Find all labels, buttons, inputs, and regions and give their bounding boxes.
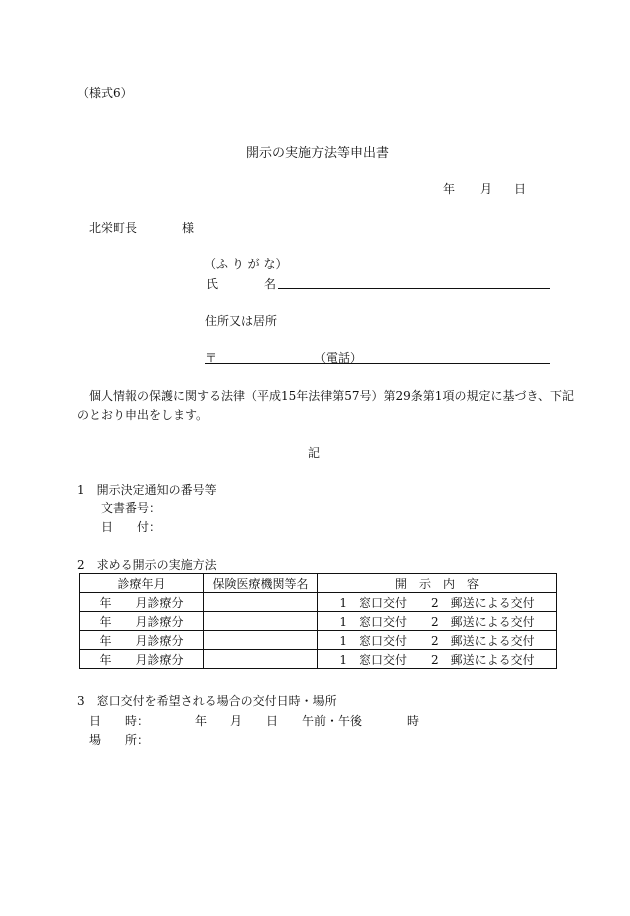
delivery-year-label: 年 <box>195 714 208 728</box>
content-cell[interactable]: 1 窓口交付 2 郵送による交付 <box>318 593 557 612</box>
method-table-header <box>80 574 557 593</box>
ki-label: 記 <box>308 446 321 460</box>
notice-date-label: 日 付： <box>101 520 162 534</box>
furigana-label: （ふ り が な） <box>204 257 288 271</box>
document-title: 開示の実施方法等申出書 <box>246 146 390 161</box>
name-label-second: 名 <box>264 277 277 291</box>
table-row <box>80 612 557 631</box>
body-text-line-1: 個人情報の保護に関する法律（平成15年法律第57号）第29条第1項の規定に基づき、下記 <box>89 389 574 403</box>
period-cell[interactable]: 年 月診療分 <box>80 631 204 650</box>
content-cell[interactable]: 1 窓口交付 2 郵送による交付 <box>318 612 557 631</box>
institution-cell[interactable] <box>204 650 318 669</box>
section3-heading: 3 窓口交付を希望される場合の交付日時・場所 <box>77 694 337 708</box>
table-row <box>80 631 557 650</box>
addressee-honorific: 様 <box>182 221 195 235</box>
delivery-place-label: 場 所： <box>89 733 150 747</box>
body-text-line-2: のとおり申出をします。 <box>77 408 209 422</box>
period-cell[interactable]: 年 月診療分 <box>80 593 204 612</box>
address-label: 住所又は居所 <box>205 314 278 328</box>
content-cell[interactable]: 1 窓口交付 2 郵送による交付 <box>318 650 557 669</box>
name-label-first: 氏 <box>206 277 219 291</box>
postal-mark: 〒 <box>205 351 218 365</box>
column-header-period: 診療年月 <box>80 574 204 593</box>
date-month-label: 月 <box>480 182 493 196</box>
delivery-hour-label: 時 <box>407 714 420 728</box>
table-row <box>80 650 557 669</box>
delivery-ampm-label: 午前・午後 <box>302 714 363 728</box>
date-year-label: 年 <box>443 182 456 196</box>
content-cell[interactable]: 1 窓口交付 2 郵送による交付 <box>318 631 557 650</box>
delivery-month-label: 月 <box>230 714 243 728</box>
form-number: （様式6） <box>77 86 133 100</box>
phone-label: （電話） <box>314 351 363 365</box>
method-table <box>79 573 557 669</box>
delivery-day-label: 日 <box>266 714 279 728</box>
period-cell[interactable]: 年 月診療分 <box>80 650 204 669</box>
name-underline[interactable] <box>278 288 550 289</box>
doc-number-label: 文書番号： <box>101 501 162 515</box>
institution-cell[interactable] <box>204 593 318 612</box>
column-header-institution: 保険医療機関等名 <box>204 574 318 593</box>
institution-cell[interactable] <box>204 612 318 631</box>
delivery-datetime-label: 日 時： <box>89 714 150 728</box>
column-header-content: 開 示 内 容 <box>318 574 557 593</box>
table-row <box>80 593 557 612</box>
address-underline[interactable] <box>205 363 550 364</box>
date-day-label: 日 <box>514 182 527 196</box>
period-cell[interactable]: 年 月診療分 <box>80 612 204 631</box>
section2-heading: 2 求める開示の実施方法 <box>77 558 217 572</box>
addressee-name: 北栄町長 <box>89 221 138 235</box>
institution-cell[interactable] <box>204 631 318 650</box>
section1-heading: 1 開示決定通知の番号等 <box>77 483 217 497</box>
